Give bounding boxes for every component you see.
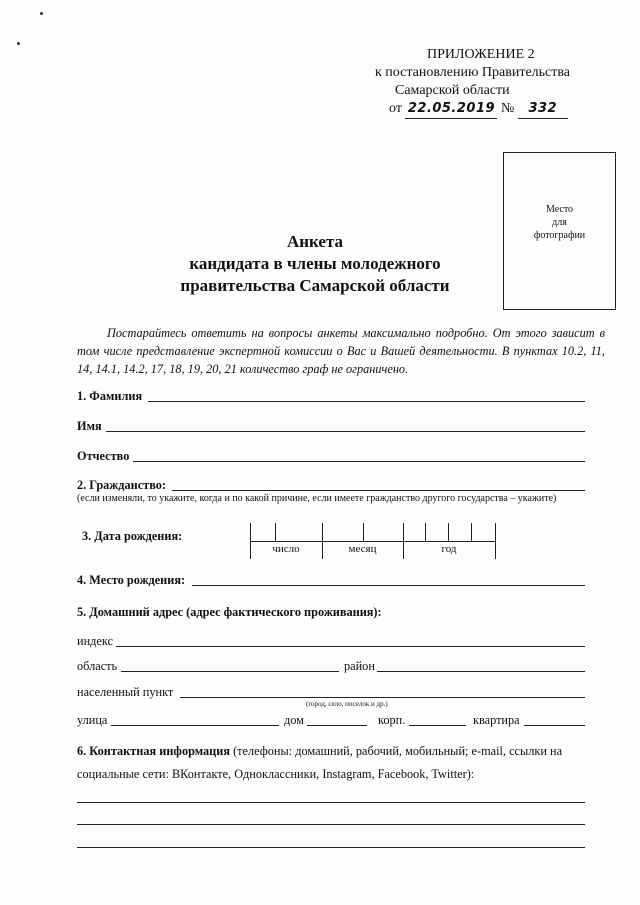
birth-month-caption: месяц [348, 543, 377, 555]
index-field[interactable] [116, 646, 585, 647]
date-tick [363, 523, 364, 541]
index-label: индекс [77, 634, 114, 648]
region-field[interactable] [121, 671, 339, 672]
citizenship-label: 2. Гражданство: [77, 478, 167, 492]
house-field[interactable] [307, 725, 367, 726]
surname-field[interactable] [148, 401, 585, 402]
number-sign: № [500, 101, 515, 116]
scan-dot [40, 12, 43, 15]
date-tick [471, 523, 472, 541]
appendix-line2: к постановлению Правительства [375, 65, 571, 80]
name-field[interactable] [106, 431, 585, 432]
citizenship-field[interactable] [172, 490, 585, 491]
birth-day-caption: число [272, 543, 300, 555]
appendix-header [375, 46, 635, 119]
street-field[interactable] [111, 725, 279, 726]
birth-year-caption: год [441, 543, 457, 555]
form-title [120, 231, 510, 297]
citizenship-hint: (если изменяли, то укажите, когда и по какой причине, если имеете гражданство другого государства – укажите) [77, 493, 557, 504]
photo-caption [503, 203, 616, 242]
form-title-l3: правительства Самарской области [180, 276, 450, 295]
appendix-line3: Самарской области [395, 83, 510, 98]
form-title-l1: Анкета [286, 232, 344, 251]
district-label: район [344, 659, 375, 673]
date-baseline [250, 541, 496, 542]
apartment-field[interactable] [524, 725, 585, 726]
contact-info-desc: (телефоны: домашний, рабочий, мобильный; e-mail, ссылки на [230, 744, 563, 758]
date-tick [448, 523, 449, 541]
apartment-label: квартира [473, 713, 520, 727]
home-address-label: 5. Домашний адрес (адрес фактического проживания): [77, 605, 382, 619]
contact-field-line[interactable] [77, 847, 585, 848]
contact-field-line[interactable] [77, 802, 585, 803]
contact-info-heading: 6. Контактная информация [77, 744, 231, 758]
photo-caption-l3: фотографии [533, 230, 586, 241]
handwritten-number: 332 [518, 100, 568, 119]
birth-date-grid[interactable] [250, 523, 496, 559]
settlement-field[interactable] [180, 697, 585, 698]
name-label: Имя [77, 419, 102, 433]
date-tick [495, 523, 496, 559]
scan-dot [17, 42, 20, 45]
birth-place-label: 4. Место рождения: [77, 573, 186, 587]
street-label: улица [77, 713, 108, 727]
settlement-label: населенный пункт [77, 685, 174, 699]
region-label: область [77, 659, 118, 673]
appendix-title: ПРИЛОЖЕНИЕ 2 [427, 47, 535, 62]
building-field[interactable] [409, 725, 466, 726]
date-prefix: от [389, 101, 402, 116]
building-label: корп. [378, 713, 406, 727]
handwritten-date: 22.05.2019 [405, 100, 497, 119]
date-tick [425, 523, 426, 541]
appendix-date-row [375, 100, 635, 119]
patronymic-label: Отчество [77, 449, 130, 463]
birth-date-label: 3. Дата рождения: [82, 529, 183, 543]
district-field[interactable] [377, 671, 585, 672]
birth-place-field[interactable] [192, 585, 585, 586]
settlement-hint: (город, село, поселок и др.) [306, 700, 388, 708]
contact-info-label [77, 743, 562, 759]
contact-field-line[interactable] [77, 824, 585, 825]
photo-caption-l1: Место [545, 204, 574, 215]
patronymic-field[interactable] [133, 461, 585, 462]
intro-text: Постарайтесь ответить на вопросы анкеты максимально подробно. От этого зависит в том числе представление экспертной комиссии о Вас и Вашей деятельности. В пунктах 10.2, 11, 14, 14.1, 14.2, 17, 18, 19, 20, 21 количество граф не ограничено. [77, 326, 605, 376]
form-title-l2: кандидата в члены молодежного [189, 254, 441, 273]
contact-info-desc-line2: социальные сети: ВКонтакте, Одноклассники, Instagram, Facebook, Twitter): [77, 767, 475, 781]
house-label: дом [284, 713, 304, 727]
date-tick [275, 523, 276, 541]
photo-caption-l2: для [552, 217, 567, 228]
surname-label: 1. Фамилия [77, 389, 143, 403]
